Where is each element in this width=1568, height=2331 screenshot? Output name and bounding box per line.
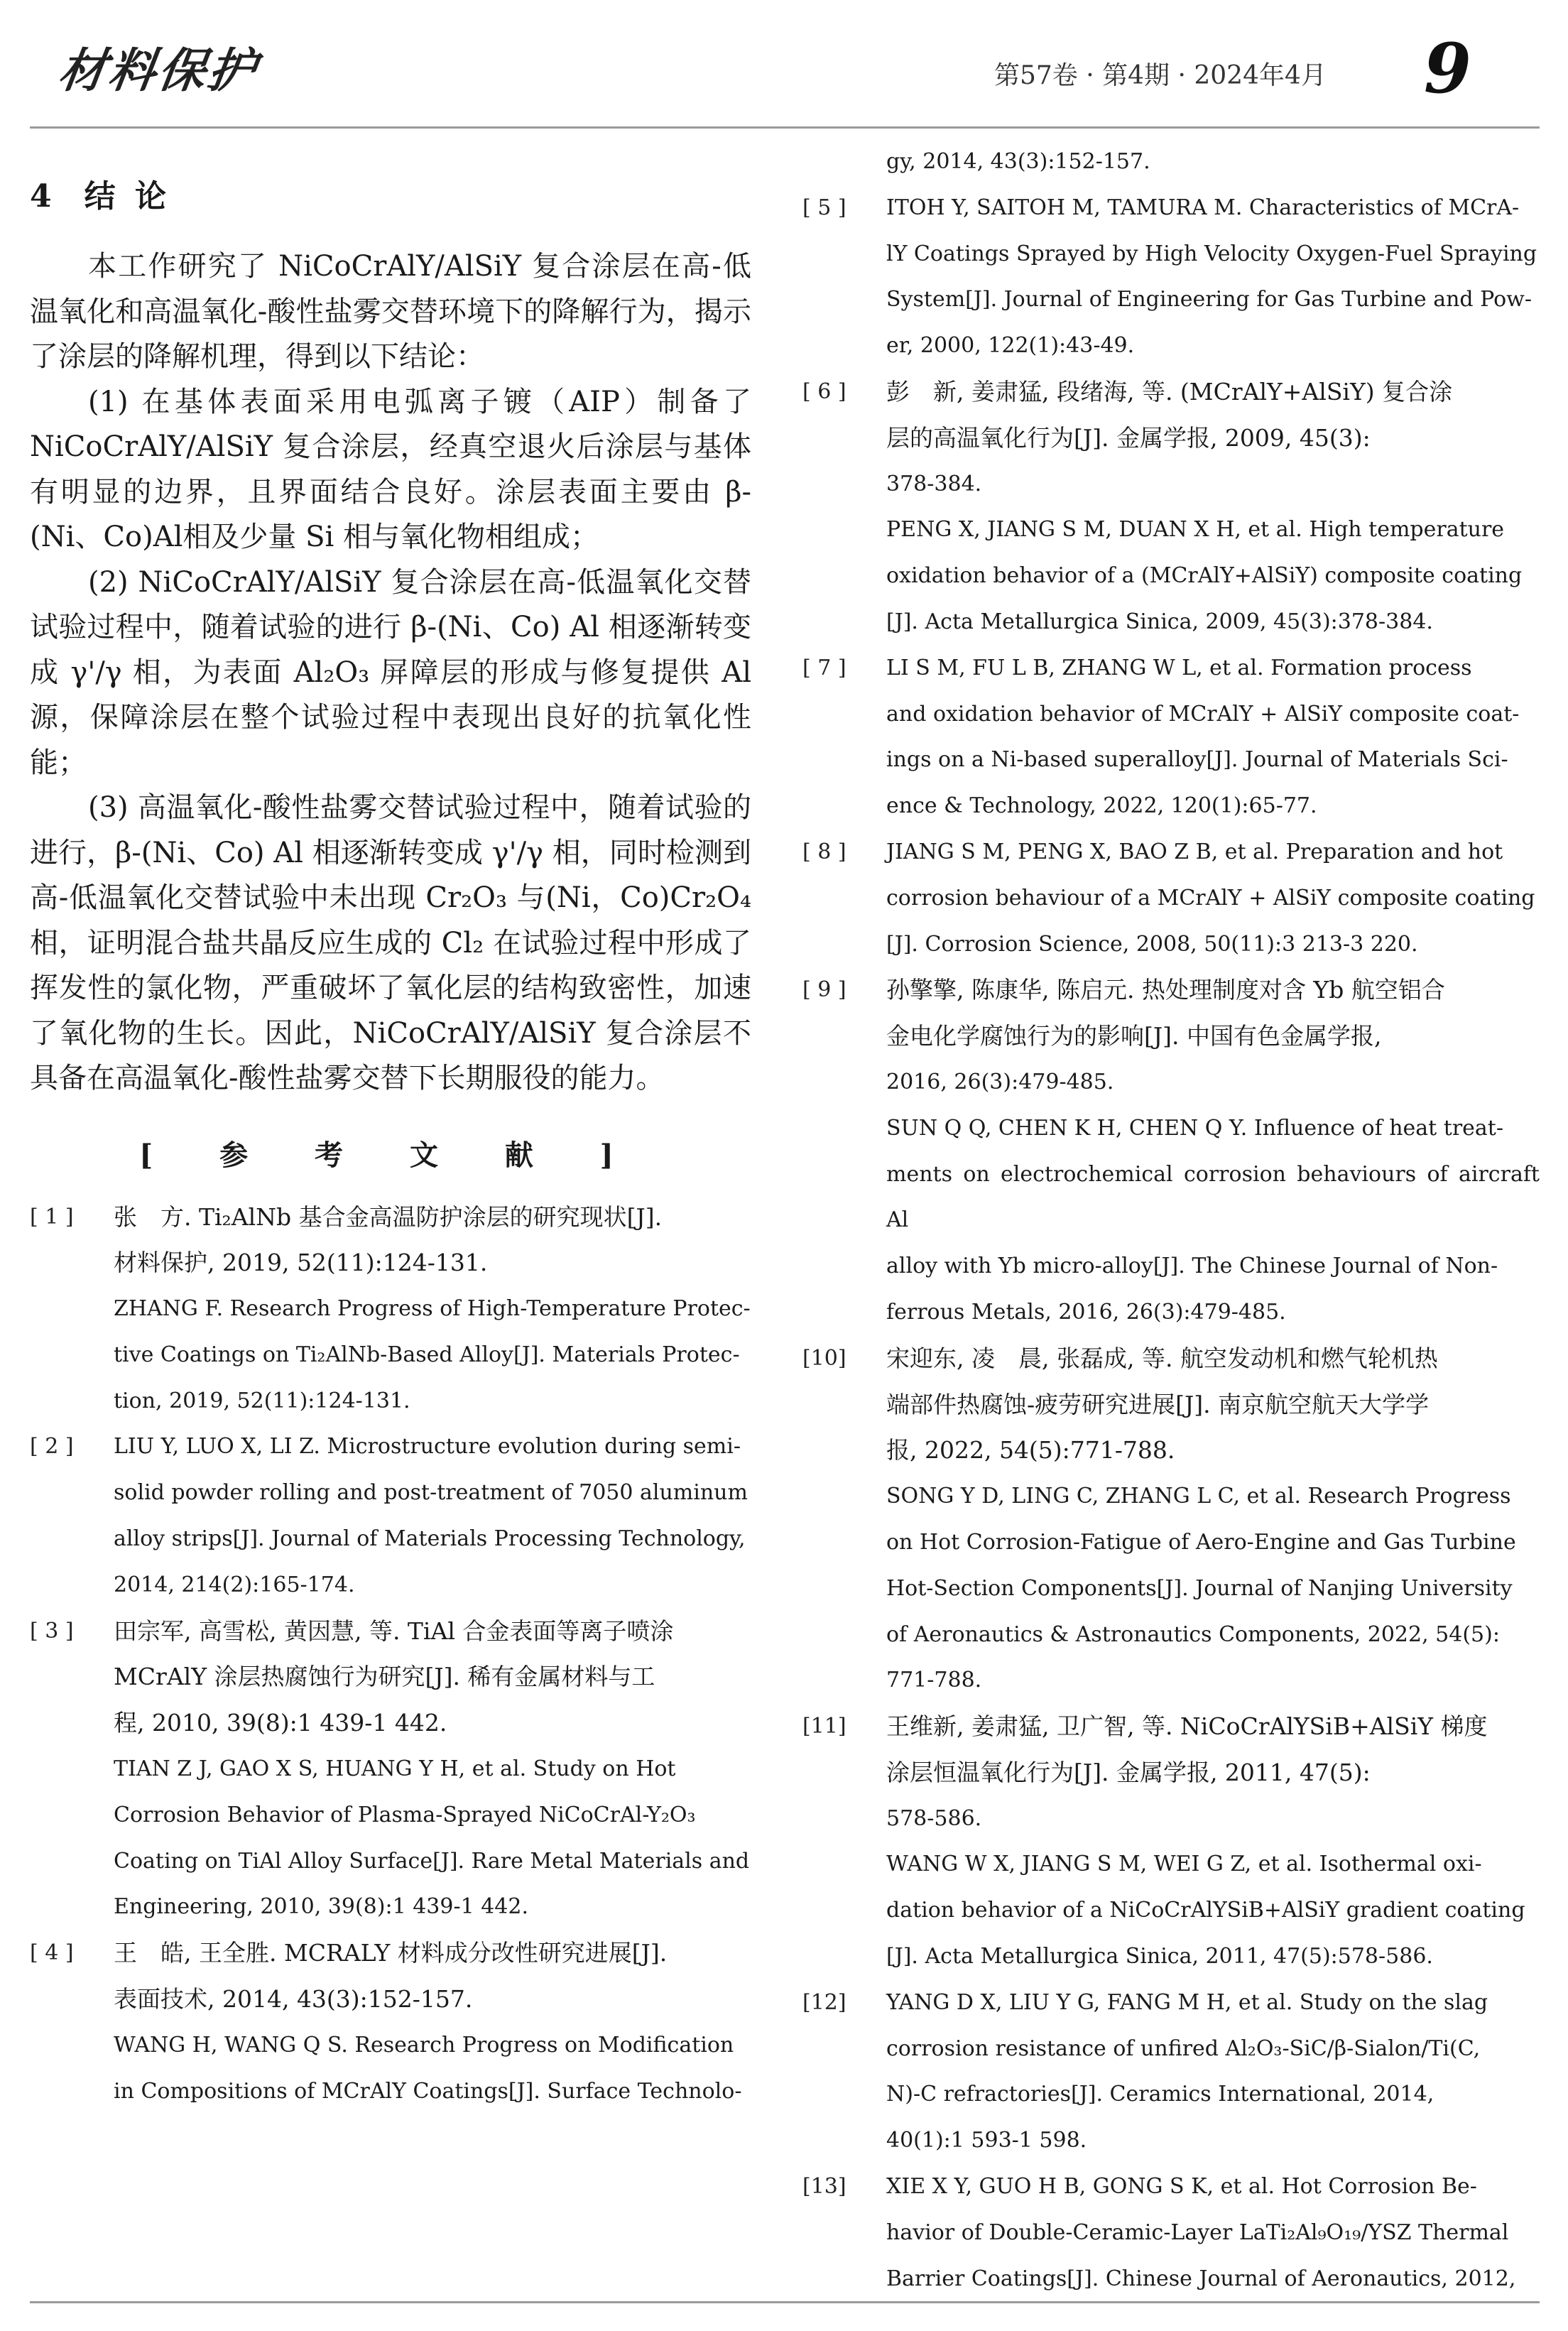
- reference-line: 田宗军, 高雪松, 黄因慧, 等. TiAl 合金表面等离子喷涂: [114, 1617, 674, 1645]
- paragraph: (1) 在基体表面采用电弧离子镀（AIP）制备了 NiCoCrAlY/AlSiY 复合涂层，经真空退火后涂层与基体有明显的边界，且界面结合良好。涂层表面主要由 β-(Ni、Co)Al相及少量 Si 相与氧化物相组成；: [30, 385, 751, 553]
- reference-label: [ 2 ]: [30, 1434, 74, 1460]
- reference-line: er, 2000, 122(1):43-49.: [886, 333, 1135, 359]
- reference-item: [802, 369, 1540, 646]
- reference-line: tion, 2019, 52(11):124-131.: [114, 1388, 410, 1413]
- reference-line: 宋迎东, 凌 晨, 张磊成, 等. 航空发动机和燃气轮机热: [886, 1344, 1438, 1372]
- reference-line: WANG H, WANG Q S. Research Progress on Modification: [114, 2032, 734, 2058]
- page-number: 9: [1424, 28, 1471, 109]
- reference-label: [ 5 ]: [802, 195, 846, 220]
- reference-line: PENG X, JIANG S M, DUAN X H, et al. High temperature: [886, 517, 1505, 543]
- reference-item: [802, 830, 1540, 967]
- reference-line: 771-788.: [886, 1668, 982, 1693]
- reference-line: ferrous Metals, 2016, 26(3):479-485.: [886, 1299, 1286, 1325]
- right-column: [802, 139, 1540, 2302]
- reference-label: [ 6 ]: [802, 379, 846, 404]
- reference-line: N)-C refractories[J]. Ceramics International, 2014,: [886, 2082, 1434, 2107]
- reference-line: 彭 新, 姜肃猛, 段绪海, 等. (MCrAlY+AlSiY) 复合涂: [886, 377, 1453, 406]
- reference-line: SONG Y D, LING C, ZHANG L C, et al. Research Progress: [886, 1484, 1511, 1509]
- reference-label: [ 8 ]: [802, 839, 846, 864]
- reference-line: ITOH Y, SAITOH M, TAMURA M. Characteristics of MCrA-: [886, 195, 1520, 220]
- reference-line: TIAN Z J, GAO X S, HUANG Y H, et al. Study on Hot: [114, 1756, 676, 1782]
- reference-item: [802, 967, 1540, 1335]
- reference-label: [ 3 ]: [30, 1618, 74, 1643]
- reference-line: 578-586.: [886, 1805, 982, 1831]
- reference-item: [30, 1195, 751, 1425]
- reference-line: ments on electrochemical corrosion behaviours of aircraft Al: [886, 1161, 1540, 1233]
- reference-label: [ 4 ]: [30, 1940, 74, 1966]
- reference-line: 端部件热腐蚀-疲劳研究进展[J]. 南京航空航天大学学: [886, 1390, 1430, 1418]
- reference-line: 程, 2010, 39(8):1 439-1 442.: [114, 1709, 447, 1737]
- reference-line: 2016, 26(3):479-485.: [886, 1069, 1114, 1094]
- reference-item: [30, 1609, 751, 1931]
- section-heading: 结 论: [84, 178, 170, 214]
- reference-line: 层的高温氧化行为[J]. 金属学报, 2009, 45(3):: [886, 423, 1371, 452]
- reference-item: [802, 1704, 1540, 1980]
- reference-line: corrosion resistance of unfired Al₂O₃-SiC/β-Sialon/Ti(C,: [886, 2036, 1481, 2061]
- reference-line: ings on a Ni-based superalloy[J]. Journal of Materials Sci-: [886, 747, 1508, 773]
- reference-continuation: gy, 2014, 43(3):152-157.: [886, 149, 1150, 174]
- reference-line: Engineering, 2010, 39(8):1 439-1 442.: [114, 1894, 529, 1920]
- reference-item: [30, 1930, 751, 2114]
- reference-line: corrosion behaviour of a MCrAlY + AlSiY composite coating: [886, 885, 1535, 911]
- reference-line: 金电化学腐蚀行为的影响[J]. 中国有色金属学报,: [886, 1022, 1382, 1050]
- page-header: [0, 0, 1568, 128]
- reference-item: [802, 185, 1540, 369]
- reference-line: WANG W X, JIANG S M, WEI G Z, et al. Isothermal oxi-: [886, 1852, 1482, 1877]
- reference-item: [802, 1980, 1540, 2164]
- reference-line: ence & Technology, 2022, 120(1):65-77.: [886, 793, 1317, 819]
- reference-line: [J]. Acta Metallurgica Sinica, 2009, 45(3):378-384.: [886, 609, 1433, 634]
- reference-line: [J]. Corrosion Science, 2008, 50(11):3 213-3 220.: [886, 931, 1418, 957]
- reference-label: [ 7 ]: [802, 655, 846, 680]
- reference-label: [13]: [802, 2174, 846, 2200]
- reference-line: MCrAlY 涂层热腐蚀行为研究[J]. 稀有金属材料与工: [114, 1663, 655, 1691]
- reference-line: LIU Y, LUO X, LI Z. Microstructure evolution during semi-: [114, 1434, 741, 1460]
- reference-label: [11]: [802, 1714, 846, 1739]
- reference-line: oxidation behavior of a (MCrAlY+AlSiY) composite coating: [886, 563, 1523, 589]
- paragraph: (3) 高温氧化-酸性盐雾交替试验过程中，随着试验的进行，β-(Ni、Co) Al 相逐渐转变成 γ'/γ 相，同时检测到高-低温氧化交替试验中未出现 Cr₂O₃ 与(Ni，Co)Cr₂O₄相，证明混合盐共晶反应生成的 Cl₂ 在试验过程中形成了挥发性的氯化物，严重破坏了氧化层的结构致密性，加速了氧化物的生长。因此，NiCoCrAlY/AlSiY 复合涂层不具备在高温氧化-酸性盐雾交替下长期服役的能力。: [30, 791, 751, 1094]
- reference-line: System[J]. Journal of Engineering for Gas Turbine and Pow-: [886, 287, 1532, 313]
- reference-line: 涂层恒温氧化行为[J]. 金属学报, 2011, 47(5):: [886, 1758, 1371, 1786]
- reference-item: [802, 2164, 1540, 2302]
- reference-label: [10]: [802, 1345, 846, 1371]
- section-title: [30, 170, 751, 216]
- reference-line: SUN Q Q, CHEN K H, CHEN Q Y. Influence of heat treat-: [886, 1115, 1504, 1141]
- reference-line: YANG D X, LIU Y G, FANG M H, et al. Study on the slag: [886, 1989, 1488, 2015]
- reference-line: 王维新, 姜肃猛, 卫广智, 等. NiCoCrAlYSiB+AlSiY 梯度: [886, 1712, 1488, 1741]
- reference-line: solid powder rolling and post-treatment of 7050 aluminum: [114, 1480, 748, 1506]
- section-number: 4: [30, 178, 56, 214]
- reference-line: JIANG S M, PENG X, BAO Z B, et al. Preparation and hot: [886, 839, 1503, 864]
- reference-line: 王 皓, 王全胜. MCRALY 材料成分改性研究进展[J].: [114, 1939, 668, 1967]
- reference-line: havior of Double-Ceramic-Layer LaTi₂Al₉O₁₉/YSZ Thermal: [886, 2219, 1509, 2245]
- reference-line: 张 方. Ti₂AlNb 基合金高温防护涂层的研究现状[J].: [114, 1202, 663, 1231]
- reference-line: 材料保护, 2019, 52(11):124-131.: [114, 1249, 488, 1277]
- reference-line: lY Coatings Sprayed by High Velocity Oxygen-Fuel Spraying: [886, 241, 1537, 266]
- reference-line: ZHANG F. Research Progress of High-Temperature Protec-: [114, 1296, 751, 1322]
- reference-line: 2014, 214(2):165-174.: [114, 1572, 355, 1597]
- reference-line: Barrier Coatings[J]. Chinese Journal of Aeronautics, 2012,: [886, 2266, 1516, 2291]
- reference-line: XIE X Y, GUO H B, GONG S K, et al. Hot Corrosion Be-: [886, 2174, 1477, 2200]
- reference-line: 40(1):1 593-1 598.: [886, 2128, 1087, 2153]
- reference-line: alloy with Yb micro-alloy[J]. The Chinese Journal of Non-: [886, 1254, 1498, 1279]
- references-title: [ 参 考 文 献 ]: [139, 1138, 642, 1172]
- reference-line: Corrosion Behavior of Plasma-Sprayed NiCoCrAl-Y₂O₃: [114, 1802, 696, 1827]
- paragraph: (2) NiCoCrAlY/AlSiY 复合涂层在高-低温氧化交替试验过程中，随着试验的进行 β-(Ni、Co) Al 相逐渐转变成 γ'/γ 相，为表面 Al₂O₃ 屏障层的形成与修复提供 Al 源，保障涂层在整个试验过程中表现出良好的抗氧化性能；: [30, 565, 751, 779]
- reference-line: 孙擎擎, 陈康华, 陈启元. 热处理制度对含 Yb 航空铝合: [886, 976, 1445, 1004]
- reference-item: [802, 646, 1540, 830]
- reference-line: LI S M, FU L B, ZHANG W L, et al. Formation process: [886, 655, 1472, 680]
- reference-label: [ 1 ]: [30, 1204, 74, 1229]
- reference-line: in Compositions of MCrAlY Coatings[J]. Surface Technolo-: [114, 2078, 742, 2104]
- issue-info: 第57卷 · 第4期 · 2024年4月: [994, 61, 1327, 90]
- journal-logo: 材料保护: [55, 43, 262, 98]
- reference-line: 表面技术, 2014, 43(3):152-157.: [114, 1985, 473, 2014]
- reference-line: alloy strips[J]. Journal of Materials Processing Technology,: [114, 1526, 746, 1552]
- reference-item: [30, 1424, 751, 1608]
- reference-line: 报, 2022, 54(5):771-788.: [886, 1436, 1175, 1465]
- reference-line: 378-384.: [886, 471, 982, 496]
- reference-line: Coating on TiAl Alloy Surface[J]. Rare Metal Materials and: [114, 1848, 750, 1874]
- reference-label: [ 9 ]: [802, 977, 846, 1003]
- reference-list-left: [30, 1195, 751, 2115]
- left-column: [30, 142, 751, 2114]
- reference-line: on Hot Corrosion-Fatigue of Aero-Engine and Gas Turbine: [886, 1529, 1516, 1555]
- reference-list-right: [802, 185, 1540, 2303]
- reference-line: tive Coatings on Ti₂AlNb-Based Alloy[J]. Materials Protec-: [114, 1342, 740, 1367]
- reference-line: of Aeronautics & Astronautics Components, 2022, 54(5):: [886, 1621, 1500, 1647]
- paragraph: 本工作研究了 NiCoCrAlY/AlSiY 复合涂层在高-低温氧化和高温氧化-酸性盐雾交替环境下的降解行为，揭示了涂层的降解机理，得到以下结论：: [30, 250, 751, 373]
- reference-line: dation behavior of a NiCoCrAlYSiB+AlSiY gradient coating: [886, 1898, 1525, 1923]
- header-rule: [30, 126, 1540, 129]
- reference-line: Hot-Section Components[J]. Journal of Nanjing University: [886, 1575, 1513, 1601]
- reference-item: [802, 1336, 1540, 1704]
- reference-line: and oxidation behavior of MCrAlY + AlSiY composite coat-: [886, 701, 1520, 727]
- reference-line: [J]. Acta Metallurgica Sinica, 2011, 47(5):578-586.: [886, 1944, 1433, 1969]
- footer-rule: [30, 2301, 1540, 2303]
- reference-label: [12]: [802, 1989, 846, 2015]
